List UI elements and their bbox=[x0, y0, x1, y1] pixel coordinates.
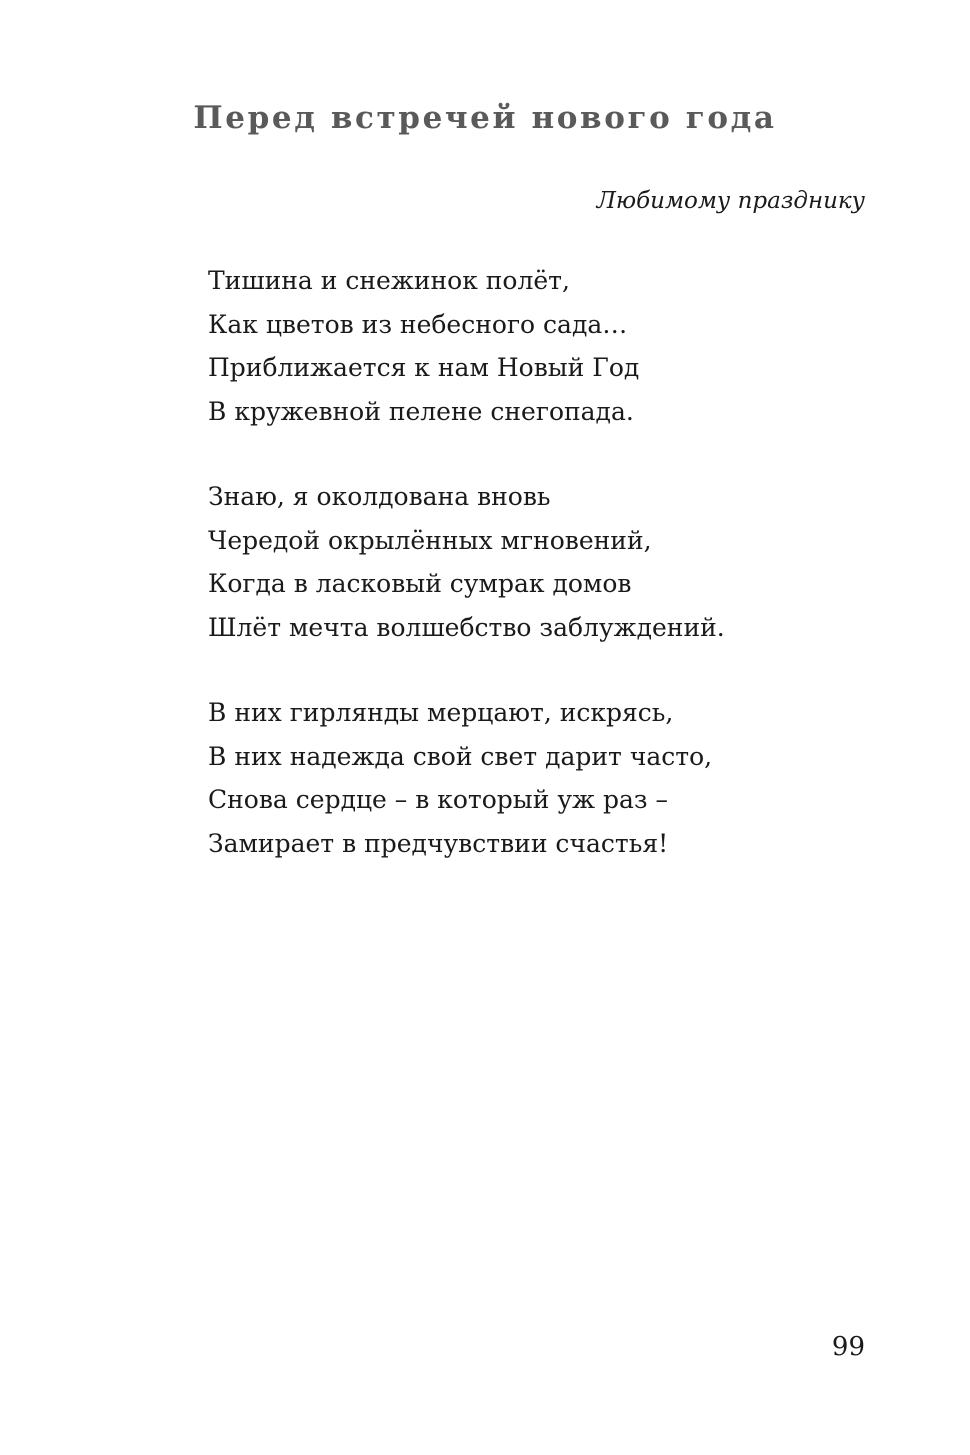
poem-title: Перед встречей нового года bbox=[193, 100, 777, 136]
poem-line: Снова сердце – в который уж раз – bbox=[208, 785, 668, 814]
poem-line: Тишина и снежинок полёт, bbox=[208, 266, 570, 295]
poem-line: Знаю, я околдована вновь bbox=[208, 482, 551, 511]
poem-line: Чередой окрылённых мгновений, bbox=[208, 525, 652, 555]
poem-line: Шлёт мечта волшебство заблуждений. bbox=[208, 612, 725, 642]
poem-dedication: Любимому празднику bbox=[596, 188, 865, 214]
stanza-2 bbox=[208, 475, 888, 649]
page-number: 99 bbox=[831, 1332, 865, 1362]
poem-line: Приближается к нам Новый Год bbox=[208, 353, 640, 382]
stanza-1 bbox=[208, 259, 888, 433]
poem-line: В кружевной пелене снегопада. bbox=[208, 396, 634, 426]
poem-line: Когда в ласковый сумрак домов bbox=[208, 569, 632, 598]
poem-line: Как цветов из небесного сада… bbox=[208, 309, 628, 339]
stanza-3 bbox=[208, 691, 888, 865]
poem-body bbox=[208, 259, 888, 907]
poem-line: В них надежда свой свет дарит часто, bbox=[208, 741, 713, 771]
poem-line: В них гирлянды мерцают, искрясь, bbox=[208, 698, 674, 727]
poem-line: Замирает в предчувствии счастья! bbox=[208, 828, 669, 858]
